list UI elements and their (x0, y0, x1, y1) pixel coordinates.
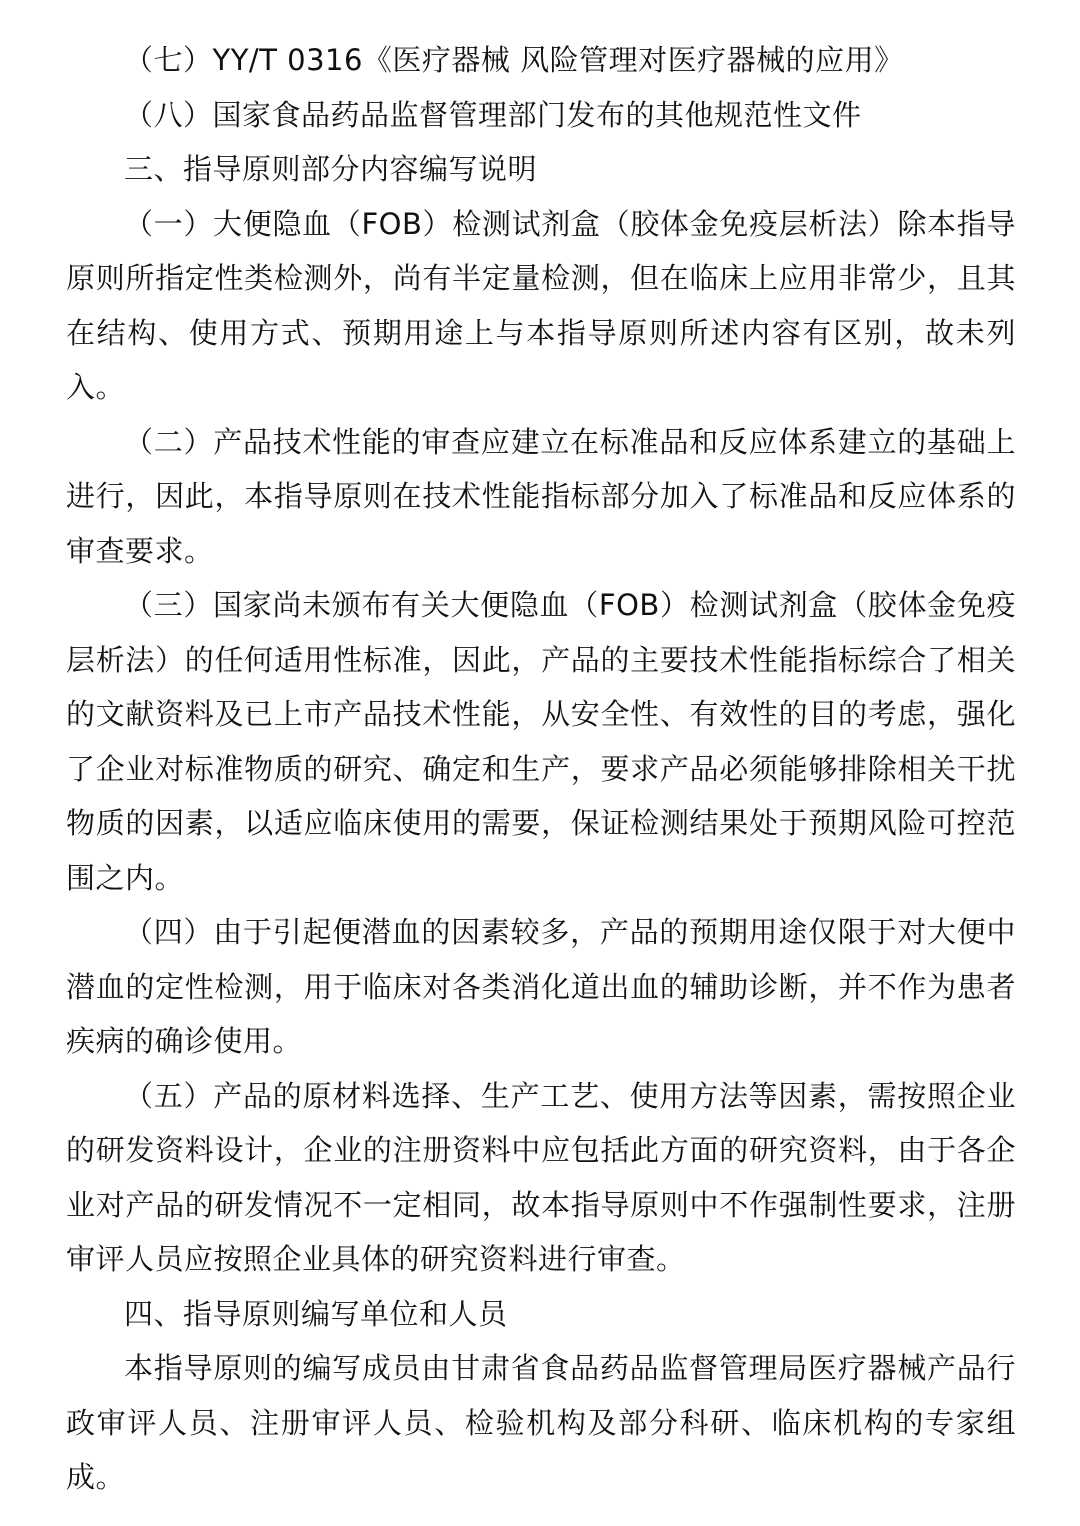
explanation-item-3: （三）国家尚未颁布有关大便隐血（FOB）检测试剂盒（胶体金免疫层析法）的任何适用性标准，因此，产品的主要技术性能指标综合了相关的文献资料及已上市产品技术性能，从安全性、有效性的目的考虑，强化了企业对标准物质的研究、确定和生产，要求产品必须能够排除相关干扰物质的因素，以适应临床使用的需要，保证检测结果处于预期风险可控范围之内。 (66, 588, 1016, 895)
reference-item-8: （八）国家食品药品监督管理部门发布的其他规范性文件 (124, 97, 862, 132)
section-heading-3: 三、指导原则部分内容编写说明 (124, 152, 538, 186)
explanation-item-2: （二）产品技术性能的审查应建立在标准品和反应体系建立的基础上进行，因此，本指导原则在技术性能指标部分加入了标准品和反应体系的审查要求。 (66, 424, 1016, 568)
explanation-item-4: （四）由于引起便潜血的因素较多，产品的预期用途仅限于对大便中潜血的定性检测，用于临床对各类消化道出血的辅助诊断，并不作为患者疾病的确诊使用。 (66, 915, 1016, 1058)
explanation-item-5: （五）产品的原材料选择、生产工艺、使用方法等因素，需按照企业的研发资料设计，企业的注册资料中应包括此方面的研究资料，由于各企业对产品的研发情况不一定相同，故本指导原则中不作强制性要求，注册审评人员应按照企业具体的研究资料进行审查。 (66, 1078, 1016, 1276)
explanation-item-1: （一）大便隐血（FOB）检测试剂盒（胶体金免疫层析法）除本指导原则所指定性类检测外，尚有半定量检测，但在临床上应用非常少，且其在结构、使用方式、预期用途上与本指导原则所述内容有区别，故未列入。 (66, 206, 1016, 404)
reference-item-7: （七）YY/T 0316《医疗器械 风险管理对医疗器械的应用》 (124, 43, 904, 77)
section-heading-4: 四、指导原则编写单位和人员 (124, 1296, 508, 1331)
authors-paragraph: 本指导原则的编写成员由甘肃省食品药品监督管理局医疗器械产品行政审评人员、注册审评人员、检验机构及部分科研、临床机构的专家组成。 (66, 1351, 1016, 1494)
document-page (66, 33, 1016, 1505)
